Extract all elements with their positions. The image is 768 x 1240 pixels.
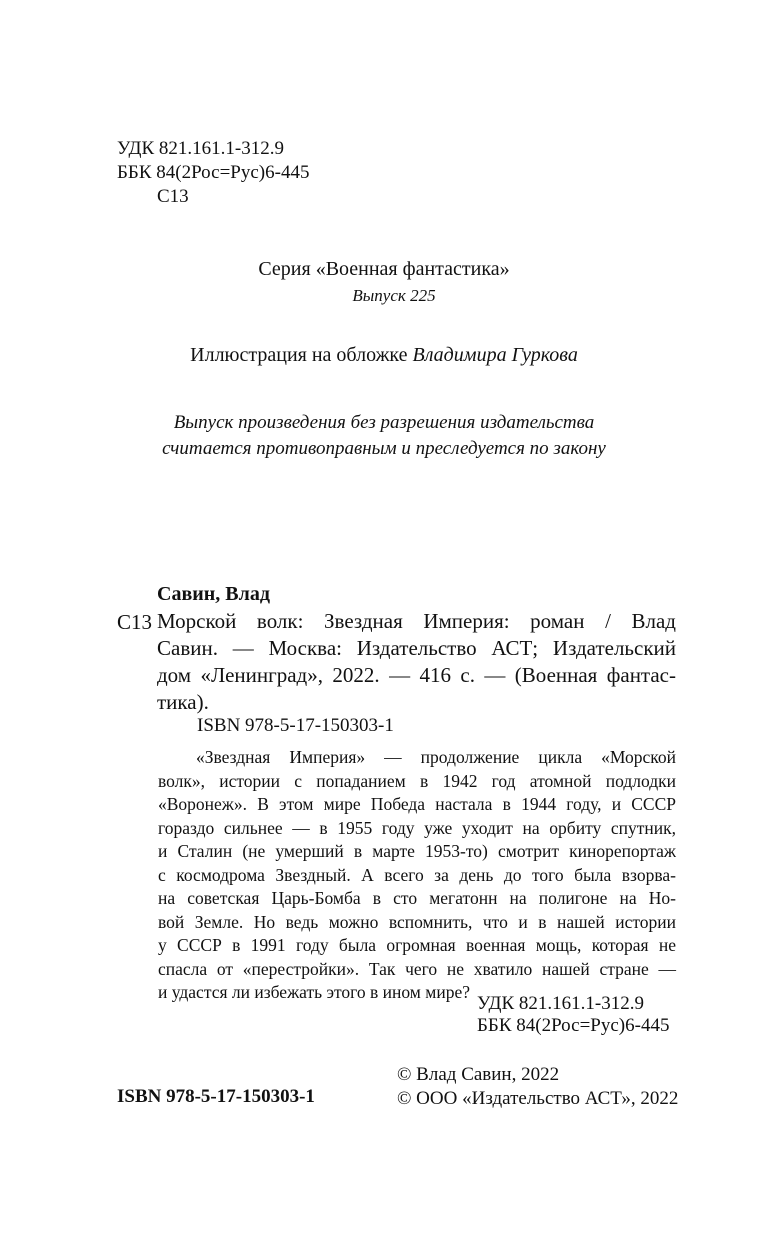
annotation-line: «Звездная Империя» — продолжение цикла «Морской [196, 747, 676, 767]
annotation-line: гораздо сильнее — в 1955 году уже уходит на орбиту спутник, [158, 817, 676, 838]
footer-bbk: ББК 84(2Рос=Рус)6-445 [477, 1015, 670, 1036]
illustration-prefix: Иллюстрация на обложке [190, 344, 413, 366]
annotation [158, 746, 676, 1005]
annotation-line: у СССР в 1991 году была огромная военная мощь, которая не [158, 935, 676, 955]
series-title: Серия «Военная фантастика» [258, 258, 510, 280]
annotation-line: и удастся ли избежать этого в ином мире? [158, 982, 470, 1002]
annotation-line: с космодрома Звездный. А всего за день до того была взорва- [158, 864, 676, 885]
catalog-sign: С13 [117, 610, 153, 634]
warning-line-1: Выпуск произведения без разрешения издательства [173, 412, 595, 433]
footer-isbn: ISBN 978-5-17-150303-1 [117, 1086, 315, 1107]
cover-illustration-credit [0, 344, 768, 367]
footer-udk: УДК 821.161.1-312.9 [477, 993, 644, 1014]
catalog-author: Савин, Влад [157, 583, 270, 605]
biblio-line: Морской волк: Звездная Империя: роман / Влад [157, 609, 676, 633]
illustration-artist: Владимира Гуркова [412, 344, 578, 366]
biblio-line: тика). [157, 690, 209, 714]
catalog-isbn: ISBN 978-5-17-150303-1 [197, 715, 394, 736]
copyright-publisher: © ООО «Издательство АСТ», 2022 [397, 1088, 679, 1109]
annotation-line: спасла от «перестройки». Так чего не хватило нашей стране — [158, 958, 676, 979]
annotation-line: вой Земле. Но ведь можно вспомнить, что и в нашей истории [158, 911, 676, 932]
copyright-author: © Влад Савин, 2022 [397, 1064, 560, 1085]
warning-line-2: считается противоправным и преследуется по закону [162, 438, 606, 459]
copyright-notice [397, 1063, 678, 1111]
annotation-line: на советская Царь-Бомба в сто мегатонн на полигоне на Но- [158, 888, 676, 908]
copyright-warning [0, 410, 768, 462]
bbk-code: ББК 84(2Рос=Рус)6-445 [117, 162, 310, 183]
series-issue: Выпуск 225 [352, 286, 436, 305]
biblio-line: Савин. — Москва: Издательство АСТ; Издательский [157, 636, 676, 660]
biblio-line: дом «Ленинград», 2022. — 416 с. — (Военная фантас- [157, 663, 676, 687]
author-sign-top: С13 [157, 186, 189, 207]
annotation-line: «Воронеж». В этом мире Победа настала в 1944 году, и СССР [158, 794, 676, 814]
bibliographic-description [157, 608, 676, 716]
footer-classification [477, 993, 669, 1037]
annotation-line: и Сталин (не умерший в марте 1953-то) смотрит кинорепортаж [158, 841, 676, 861]
annotation-line: волк», истории с попаданием в 1942 год атомной подлодки [158, 770, 676, 791]
udk-code: УДК 821.161.1-312.9 [117, 138, 284, 159]
